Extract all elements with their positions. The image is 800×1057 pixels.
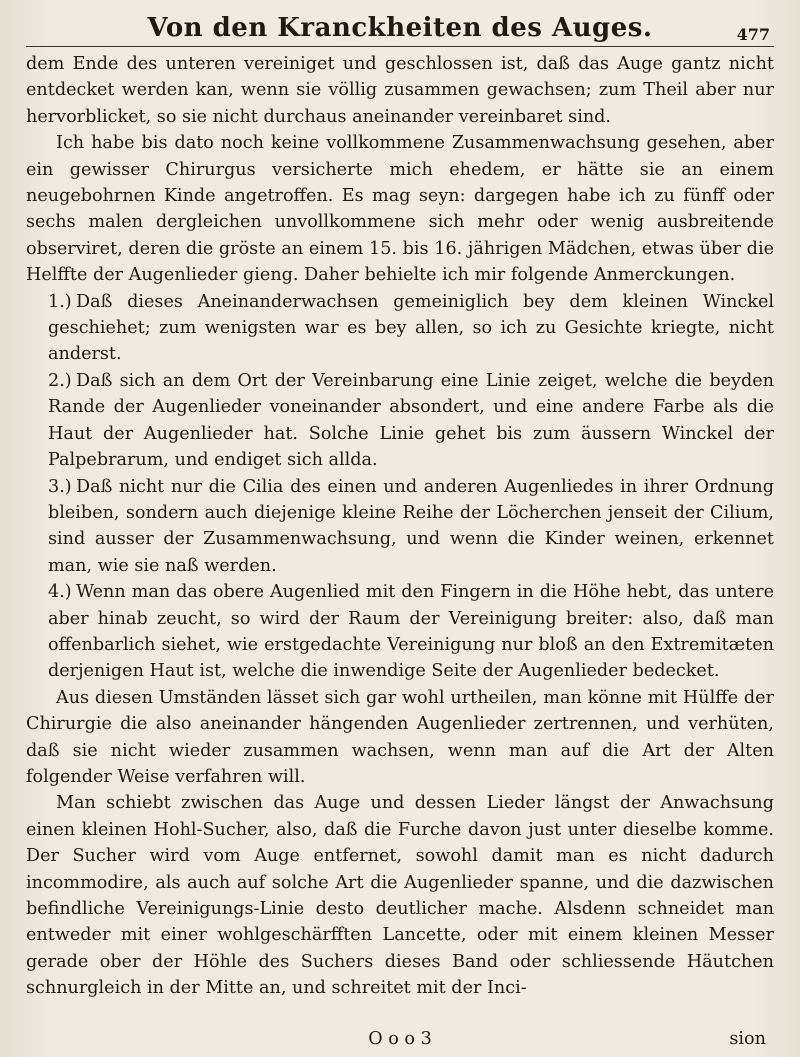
body-text (26, 51, 774, 1002)
running-head: Von den Kranckheiten des Auges. (147, 13, 653, 43)
numbered-paragraph (26, 368, 774, 474)
page-number: 477 (736, 25, 770, 44)
paragraph-text: Daß sich an dem Ort der Vereinbarung eine Linie zeiget, welche die beyden Rande der Augenlieder voneinander absondert, und eine andere Farbe als die Haut der Augenlieder hat. Solche Linie gehet bis zum äussern Winckel der Palpebrarum, und endiget sich allda. (48, 370, 774, 471)
paragraph-text: Man schiebt zwischen das Auge und dessen Lieder längst der Anwachsung einen kleinen Hohl-Sucher, also, daß die Furche davon just unter dieselbe komme. Der Sucher wird vom Auge entfernet, sowohl damit man es nicht dadurch incommodire, als auch auf solche Art die Augenlieder spanne, und die dazwischen befindliche Vereinigungs-Linie desto deutlicher mache. Alsdenn schneidet man entweder mit einer wohlgeschärfften Lancette, oder mit einem kleinen Messer gerade ober der Höhle des Suchers dieses Band oder schliessende Häutchen schnurgleich in der Mitte an, und schreitet mit der Inci- (26, 793, 774, 999)
paragraph-number: 4.) (48, 582, 72, 603)
paragraph (26, 51, 774, 130)
catchword: sion (729, 1029, 766, 1049)
paragraph (26, 685, 774, 791)
page-header (26, 10, 774, 47)
paragraph (26, 790, 774, 1001)
paragraph-text: Ich habe bis dato noch keine vollkommene Zusammenwachsung gesehen, aber ein gewisser Chirurgus versicherte mich ehedem, er hätte sie an einem neugebohrnen Kinde angetroffen. Es mag seyn: dargegen habe ich zu fünff oder sechs malen dergleichen unvollkommene sich mehr oder wenig ausbreitende observiret, deren die gröste an einem 15. bis 16. jährigen Mädchen, etwas über die Helffte der Augenlieder gieng. Daher behielte ich mir folgende Anmerckungen. (26, 133, 774, 286)
numbered-paragraph (26, 289, 774, 368)
signature-mark: O o o 3 (368, 1029, 432, 1049)
paragraph-number: 3.) (48, 476, 72, 497)
paragraph-text: Daß nicht nur die Cilia des einen und anderen Augenliedes in ihrer Ordnung bleiben, sondern auch diejenige kleine Reihe der Löcherchen jenseit der Cilium, sind ausser der Zusammenwachsung, und wenn die Kinder weinen, erkennet man, wie sie naß werden. (48, 476, 774, 576)
numbered-paragraph (26, 579, 774, 685)
paragraph-text: Wenn man das obere Augenlied mit den Fingern in die Höhe hebt, das untere aber hinab zeucht, so wird der Raum der Vereinigung breiter: also, daß man offenbarlich siehet, wie erstgedachte Vereinigung nur bloß an den Extremitæten derjenigen Haut ist, welche die inwendige Seite der Augenlieder bedecket. (48, 582, 774, 682)
paragraph-text: Daß dieses Aneinanderwachsen gemeiniglich bey dem kleinen Winckel geschiehet; zum wenigsten war es bey allen, so ich zu Gesichte kriegte, nicht anderst. (48, 291, 774, 365)
paragraph-text: dem Ende des unteren vereiniget und geschlossen ist, daß das Auge gantz nicht entdecket werden kan, wenn sie völlig zusammen gewachsen; zum Theil aber nur hervorblicket, so sie nicht durchaus aneinander vereinbaret sind. (26, 54, 774, 127)
page-footer (26, 1023, 774, 1049)
numbered-paragraph (26, 474, 774, 580)
paragraph (26, 130, 774, 288)
paragraph-number: 2.) (48, 370, 72, 391)
paragraph-number: 1.) (48, 291, 72, 312)
paragraph-text: Aus diesen Umständen lässet sich gar wohl urtheilen, man könne mit Hülffe der Chirurgie die also aneinander hängenden Augenlieder zertrennen, und verhüten, daß sie nicht wieder zusammen wachsen, wenn man auf die Art der Alten folgender Weise verfahren will. (26, 687, 774, 787)
